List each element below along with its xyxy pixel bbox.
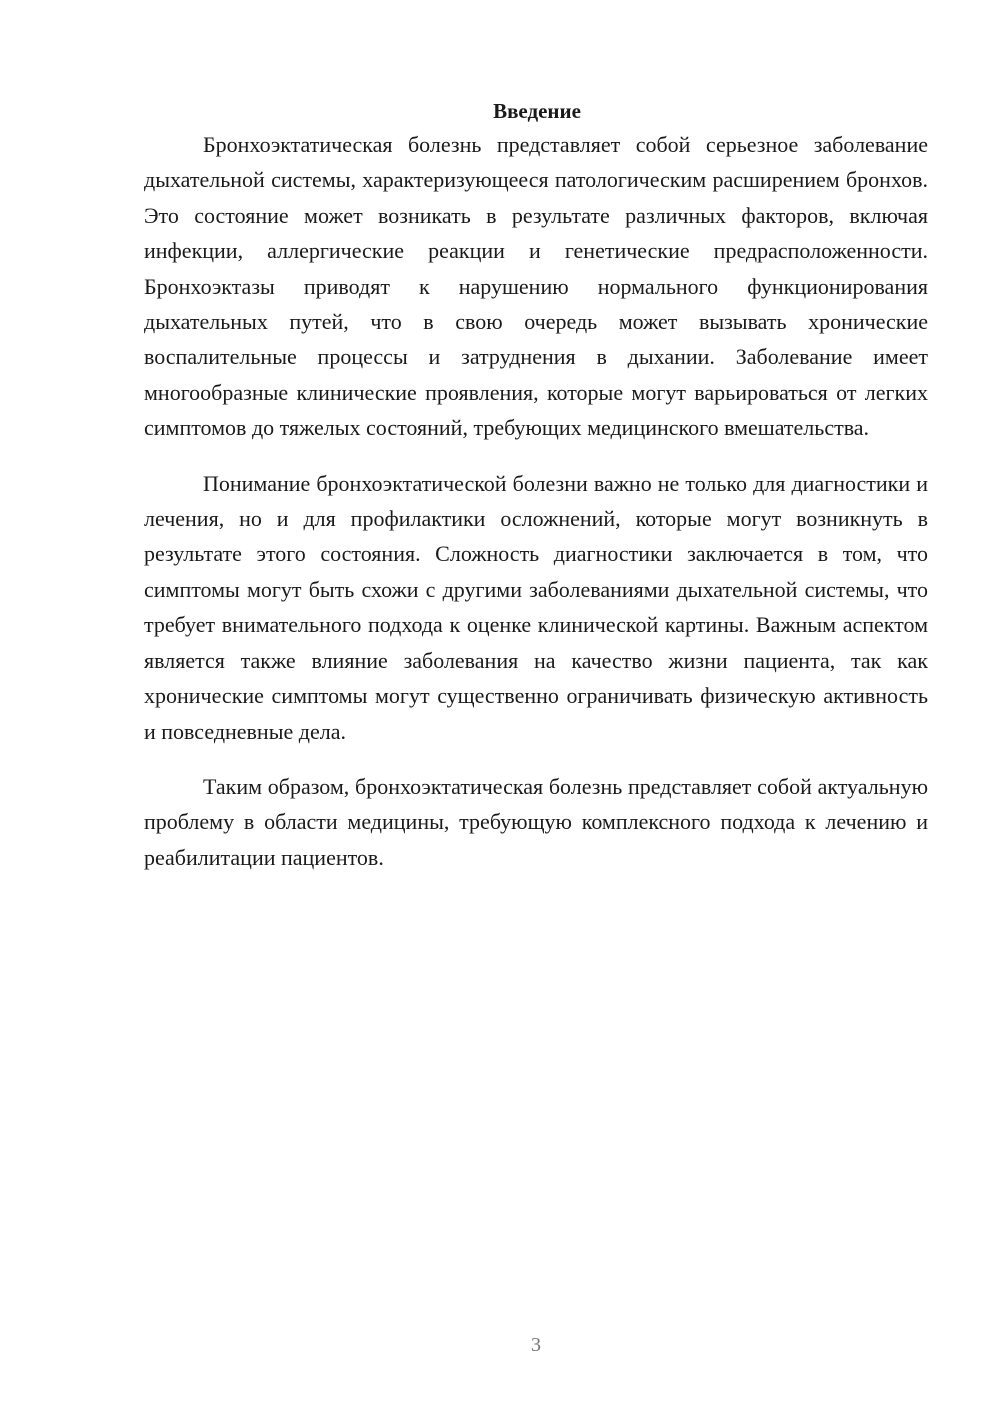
page-content bbox=[144, 96, 928, 875]
paragraph-3: Таким образом, бронхоэктатическая болезнь представляет собой актуальную проблему в области медицины, требующую комплексного подхода к лечению и реабилитации пациентов. bbox=[144, 773, 928, 870]
page-number: 3 bbox=[531, 1334, 541, 1356]
paragraph-2: Понимание бронхоэктатической болезни важно не только для диагностики и лечения, но и для профилактики осложнений, которые могут возникнуть в результате этого состояния. Сложность диагностики заключается в том, что симптомы могут быть схожи с другими заболеваниями дыхательной системы, что требует внимательного подхода к оценке клинической картины. Важным аспектом является также влияние заболевания на качество жизни пациента, так как хронические симптомы могут существенно ограничивать физическую активность и повседневные дела. bbox=[144, 470, 928, 744]
section-heading: Введение bbox=[493, 99, 581, 123]
paragraph-1: Бронхоэктатическая болезнь представляет собой серьезное заболевание дыхательной системы, характеризующееся патологическим расширением бронхов. Это состояние может возникать в результате различных факторов, включая инфекции, аллергические реакции и генетические предрасположенности. Бронхоэктазы приводят к нарушению нормального функционирования дыхательных путей, что в свою очередь может вызывать хронические воспалительные процессы и затруднения в дыхании. Заболевание имеет многообразные клинические проявления, которые могут варьироваться от легких симптомов до тяжелых состояний, требующих медицинского вмешательства. bbox=[144, 132, 928, 441]
